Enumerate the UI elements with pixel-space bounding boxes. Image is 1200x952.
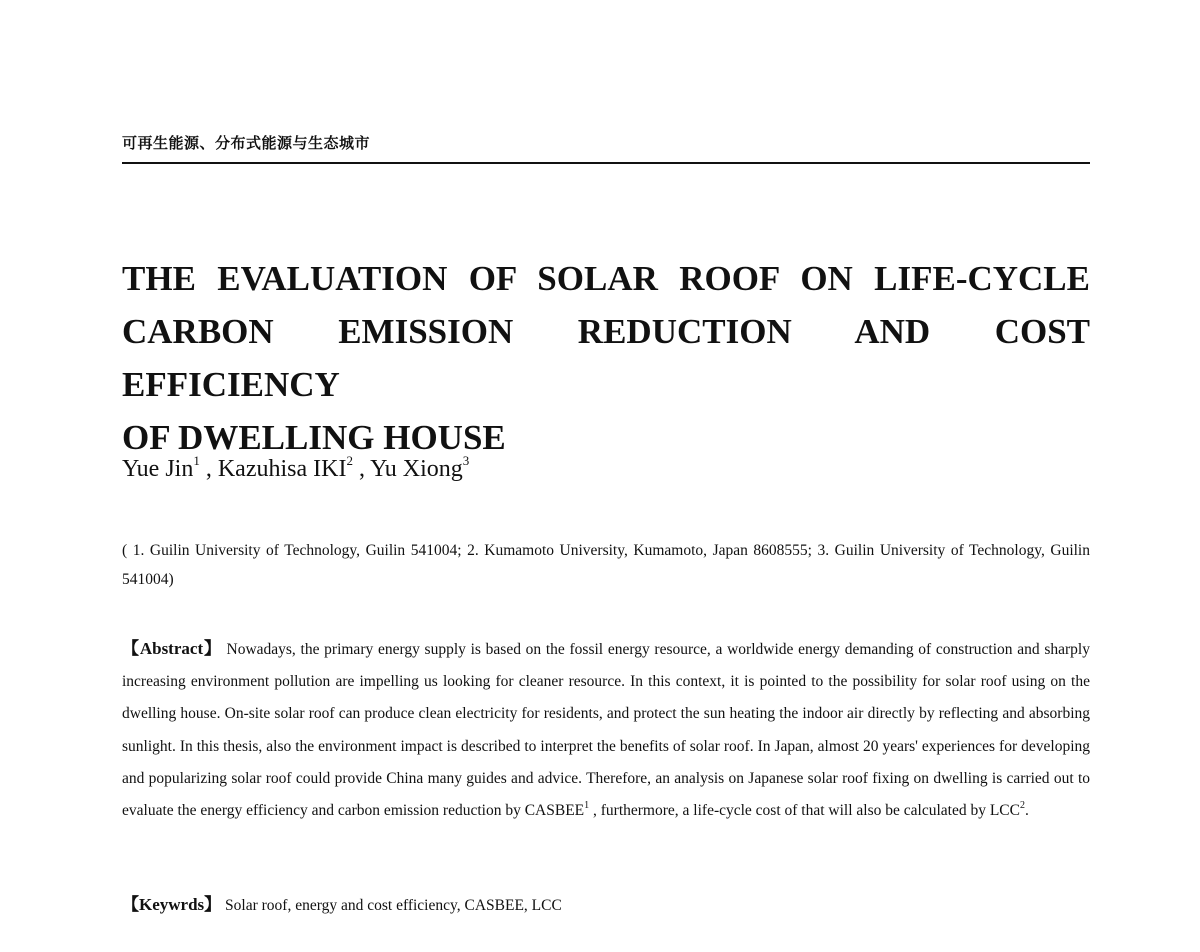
footnote-mark: 2 [1019,800,1025,812]
keywords-text: Solar roof, energy and cost efficiency, CASBEE, LCC [221,897,562,914]
title-line-3: OF DWELLING HOUSE [122,418,506,457]
abstract-text: , furthermore, a life-cycle cost of that will also be calculated by LCC [589,802,1020,820]
abstract-paragraph [122,633,1090,827]
affiliation-mark: 1 [193,453,200,468]
author-separator: , [352,456,371,482]
header-rule [122,162,1090,164]
keywords-label: 【Keywrds】 [122,895,222,914]
author-separator: , [199,456,218,482]
author-name: Yu Xiong [370,456,463,482]
title-line-1: THE EVALUATION OF SOLAR ROOF ON LIFE-CYCLE [122,259,1090,298]
abstract-text: Nowadays, the primary energy supply is based on the fossil energy resource, a worldwide energy demanding of construction and sharply increasing environment pollution are impelling us looking for cleaner resource. In this context, it is pointed to the possibility for solar roof using on the dwelling house. On-site solar roof can produce clean electricity for residents, and protect the sun heating the indoor air directly by reflecting and absorbing sunlight. In this thesis, also the environment impact is described to interpret the benefits of solar roof. In Japan, almost 20 years' experiences for developing and popularizing solar roof could provide China many guides and advice. Therefore, an analysis on Japanese solar roof fixing on dwelling is carried out to evaluate the energy efficiency and carbon emission reduction by CASBEE [122,641,1090,820]
footnote-mark: 1 [584,800,590,812]
affiliations: ( 1. Guilin University of Technology, Guilin 541004; 2. Kumamoto University, Kumamoto, Japan 8608555; 3. Guilin University of Technology, Guilin 541004) [122,542,1090,588]
abstract-label: 【Abstract】 [122,639,222,658]
author-name: Yue Jin [122,456,194,482]
keywords-line [122,890,1090,921]
author-name: Kazuhisa IKI [217,456,347,482]
abstract-text: . [1024,802,1029,820]
paper-title [122,252,1090,464]
author-list [122,452,469,486]
running-header: 可再生能源、分布式能源与生态城市 [122,134,371,152]
affiliation-mark: 3 [462,453,470,468]
affiliation-mark: 2 [346,453,353,468]
title-line-2: CARBON EMISSION REDUCTION AND COST EFFICIENCY [122,312,1090,404]
